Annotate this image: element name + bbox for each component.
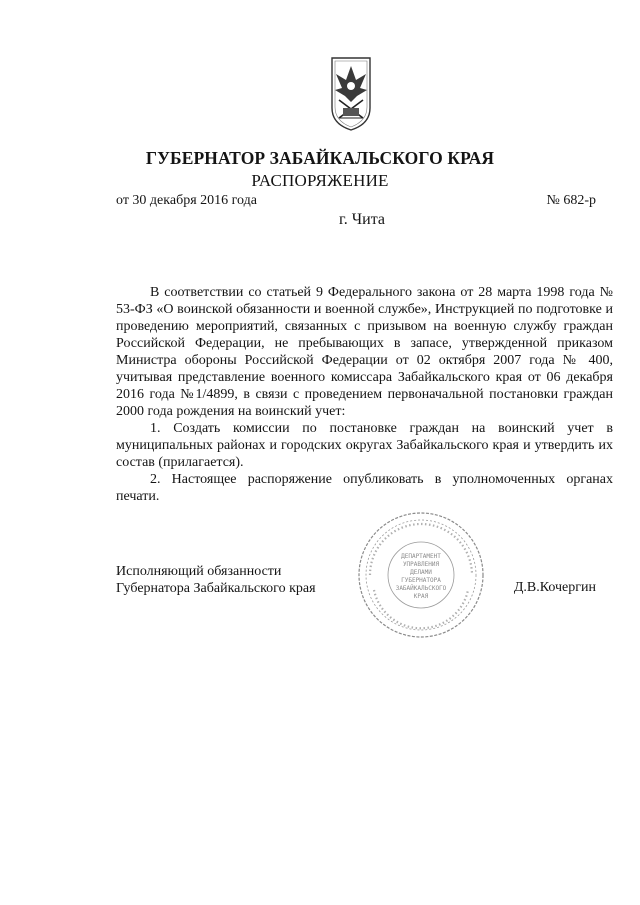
signatory-position-line-1: Исполняющий обязанности (116, 564, 282, 579)
stamp-line-2: УПРАВЛЕНИЯ (402, 561, 440, 568)
coat-of-arms-icon (329, 56, 373, 132)
stamp-line-3: ДЕЛАМИ (410, 569, 432, 576)
clause-1: 1. Создать комиссии по постановке граждан на воинский учет в муниципальных районах и городских округах Забайкальского края и утвердить их состав (прилагается). (116, 421, 613, 470)
stamp-line-1: ДЕПАРТАМЕНТ (401, 553, 441, 560)
signatory-name: Д.В.Кочергин (513, 580, 596, 595)
stamp-line-4: ГУБЕРНАТОРА (401, 577, 441, 584)
document-date: от 30 декабря 2016 года (116, 193, 257, 208)
stamp-line-6: КРАЯ (413, 593, 429, 600)
document-city: г. Чита (338, 211, 385, 228)
signatory-position-line-2: Губернатора Забайкальского края (116, 581, 316, 596)
clause-2: 2. Настоящее распоряжение опубликовать в уполномоченных органах печати. (116, 472, 613, 504)
document-number: № 682-р (546, 193, 596, 208)
official-seal-stamp-icon (356, 510, 486, 640)
issuing-authority: ГУБЕРНАТОР ЗАБАЙКАЛЬСКОГО КРАЯ (145, 148, 495, 168)
preamble-paragraph: В соответствии со статьей 9 Федерального закона от 28 марта 1998 года № 53-ФЗ «О воинской обязанности и военной службе», Инструкцией по подготовке и проведению мероприятий, связанных с призывом на военную службу граждан Российской Федерации, не пребывающих в запасе, утвержденной приказом Министра обороны Российской Федерации от 02 октября 2007 года № 400, учитывая представление военного комиссара Забайкальского края от 06 декабря 2016 года №1/4899, в связи с проведением первоначальной постановки граждан 2000 года рождения на воинский учет: (116, 285, 613, 419)
stamp-line-5: ЗАБАЙКАЛЬСКОГО (395, 585, 447, 592)
document-body (116, 284, 613, 505)
signatory-position (116, 563, 316, 597)
document-type: РАСПОРЯЖЕНИЕ (251, 171, 389, 190)
